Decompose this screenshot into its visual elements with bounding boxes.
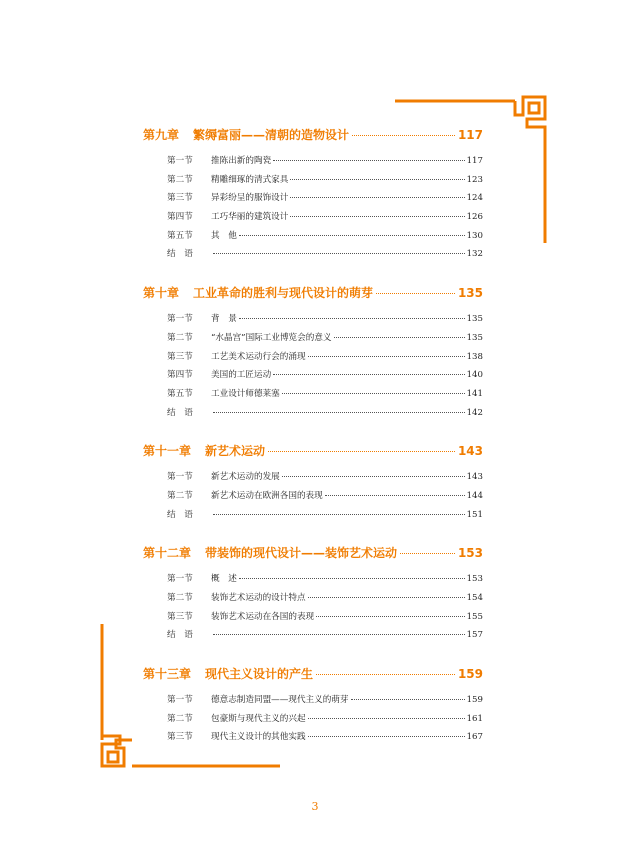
- section-page: 167: [466, 732, 483, 743]
- section-number: 第一节: [167, 695, 193, 706]
- chapter-group: [143, 126, 483, 266]
- chapter-title: 现代主义设计的产生: [205, 667, 314, 682]
- section-entry[interactable]: [143, 350, 483, 369]
- section-title: 背 景: [211, 314, 237, 325]
- section-entry[interactable]: [143, 210, 483, 229]
- section-entry[interactable]: [143, 331, 483, 350]
- dot-leader: [308, 356, 465, 357]
- dot-leader: [400, 553, 455, 554]
- section-title: 美国的工匠运动: [211, 370, 272, 381]
- chapter-group: [143, 284, 483, 424]
- section-page: 123: [466, 174, 483, 185]
- section-page: 140: [466, 370, 483, 381]
- chapter-page: 117: [457, 128, 483, 142]
- section-page: 124: [466, 193, 483, 204]
- dot-leader: [308, 736, 465, 737]
- section-entry[interactable]: [143, 712, 483, 731]
- chapter-heading[interactable]: [143, 126, 483, 144]
- section-number: 结 语: [167, 630, 193, 641]
- chapter-number: 第九章: [143, 128, 180, 142]
- section-entry[interactable]: [143, 312, 483, 331]
- section-page: 141: [466, 388, 483, 399]
- chapter-heading[interactable]: [143, 665, 483, 683]
- chapter-page: 135: [457, 286, 483, 301]
- chapter-heading[interactable]: [143, 544, 483, 562]
- dot-leader: [213, 253, 465, 254]
- dot-leader: [273, 374, 464, 375]
- section-entry[interactable]: [143, 572, 483, 591]
- section-title: 工艺美术运动行会的涌现: [211, 351, 306, 362]
- section-page: 135: [466, 332, 483, 343]
- section-entry[interactable]: [143, 154, 483, 173]
- section-entry[interactable]: [143, 591, 483, 610]
- chapter-group: [143, 544, 483, 647]
- section-number: 结 语: [167, 407, 193, 418]
- section-page: 153: [466, 574, 483, 585]
- section-number: 结 语: [167, 249, 193, 260]
- section-title: 装饰艺术运动在各国的表现: [211, 611, 315, 622]
- chapter-page: 143: [457, 444, 483, 459]
- section-title: 工业设计师德莱塞: [211, 388, 280, 399]
- section-number: 第三节: [167, 732, 193, 743]
- section-number: 第一节: [167, 472, 193, 483]
- section-page: 155: [466, 611, 483, 622]
- dot-leader: [334, 337, 465, 338]
- dot-leader: [352, 135, 455, 136]
- section-page: 135: [466, 314, 483, 325]
- chapter-number: 第十一章: [143, 444, 192, 459]
- section-entry[interactable]: [143, 368, 483, 387]
- dot-leader: [308, 718, 465, 719]
- section-entry[interactable]: [143, 173, 483, 192]
- section-title: 推陈出新的陶瓷: [211, 156, 272, 166]
- dot-leader: [213, 634, 465, 635]
- section-number: 第二节: [167, 174, 193, 185]
- section-page: 130: [466, 230, 483, 241]
- section-entry[interactable]: [143, 489, 483, 508]
- chapter-heading[interactable]: [143, 442, 483, 460]
- section-number: 第五节: [167, 230, 193, 241]
- section-title: 工巧华丽的建筑设计: [211, 212, 289, 223]
- section-number: 第四节: [167, 212, 193, 223]
- section-entry[interactable]: [143, 693, 483, 712]
- section-entry[interactable]: [143, 628, 483, 647]
- section-page: 157: [466, 630, 483, 641]
- section-number: 第二节: [167, 593, 193, 603]
- section-title: 德意志制造同盟——现代主义的萌芽: [211, 695, 349, 706]
- section-title: 现代主义设计的其他实践: [211, 732, 306, 743]
- section-entry[interactable]: [143, 610, 483, 629]
- section-number: 第一节: [167, 574, 193, 585]
- section-page: 126: [466, 212, 483, 223]
- chapter-page: 153: [457, 546, 483, 561]
- section-number: 第三节: [167, 611, 193, 622]
- chapter-number: 第十二章: [143, 546, 192, 561]
- section-number: 第二节: [167, 332, 193, 343]
- section-entry[interactable]: [143, 247, 483, 266]
- section-entry[interactable]: [143, 730, 483, 749]
- section-page: 154: [466, 593, 483, 603]
- dot-leader: [213, 412, 465, 413]
- section-title: 新艺术运动在欧洲各国的表现: [211, 490, 323, 501]
- chapter-page: 159: [457, 667, 483, 682]
- section-entry[interactable]: [143, 406, 483, 425]
- section-page: 143: [466, 472, 483, 483]
- section-number: 第三节: [167, 351, 193, 362]
- chapter-group: [143, 665, 483, 749]
- chapter-heading[interactable]: [143, 284, 483, 302]
- section-title: 概 述: [211, 574, 237, 585]
- section-title: 包豪斯与现代主义的兴起: [211, 713, 306, 724]
- section-number: 第一节: [167, 156, 193, 166]
- chapter-title: 繁缛富丽——清朝的造物设计: [193, 128, 350, 142]
- dot-leader: [308, 597, 465, 598]
- table-of-contents: [143, 126, 483, 767]
- section-title: 异彩纷呈的服饰设计: [211, 193, 289, 204]
- section-number: 第二节: [167, 713, 193, 724]
- section-page: 138: [466, 351, 483, 362]
- section-number: 第三节: [167, 193, 193, 204]
- dot-leader: [282, 476, 465, 477]
- section-entry[interactable]: [143, 470, 483, 489]
- dot-leader: [239, 318, 465, 319]
- dot-leader: [325, 495, 465, 496]
- dot-leader: [376, 293, 455, 294]
- chapter-title: 新艺术运动: [205, 444, 266, 459]
- section-page: 159: [466, 695, 483, 706]
- section-title: 新艺术运动的发展: [211, 472, 280, 483]
- chapter-title: 带装饰的现代设计——装饰艺术运动: [205, 546, 398, 561]
- dot-leader: [290, 216, 464, 217]
- section-entry[interactable]: [143, 387, 483, 406]
- section-entry[interactable]: [143, 508, 483, 527]
- dot-leader: [290, 197, 464, 198]
- section-number: 结 语: [167, 509, 193, 520]
- dot-leader: [316, 616, 464, 617]
- dot-leader: [282, 393, 465, 394]
- section-title: “水晶宫”国际工业博览会的意义: [211, 332, 332, 343]
- section-entry[interactable]: [143, 191, 483, 210]
- section-page: 144: [466, 490, 483, 501]
- section-title: 装饰艺术运动的设计特点: [211, 593, 306, 603]
- dot-leader: [239, 578, 465, 579]
- dot-leader: [213, 514, 465, 515]
- dot-leader: [273, 160, 464, 161]
- section-number: 第一节: [167, 314, 193, 325]
- dot-leader: [351, 699, 465, 700]
- section-entry[interactable]: [143, 229, 483, 248]
- page-number: 3: [311, 800, 319, 813]
- section-title: 精雕细琢的清式家具: [211, 174, 289, 185]
- section-page: 161: [466, 713, 483, 724]
- section-number: 第二节: [167, 490, 193, 501]
- chapter-title: 工业革命的胜利与现代设计的萌芽: [193, 286, 374, 301]
- section-number: 第五节: [167, 388, 193, 399]
- section-number: 第四节: [167, 370, 193, 381]
- chapter-number: 第十章: [143, 286, 180, 301]
- dot-leader: [290, 179, 464, 180]
- section-page: 132: [466, 249, 483, 260]
- chapter-number: 第十三章: [143, 667, 192, 682]
- section-page: 142: [466, 407, 483, 418]
- section-page: 151: [466, 509, 483, 520]
- dot-leader: [268, 451, 455, 452]
- dot-leader: [316, 674, 455, 675]
- section-page: 117: [466, 156, 483, 166]
- dot-leader: [239, 235, 465, 236]
- section-title: 其 他: [211, 230, 237, 241]
- chapter-group: [143, 442, 483, 526]
